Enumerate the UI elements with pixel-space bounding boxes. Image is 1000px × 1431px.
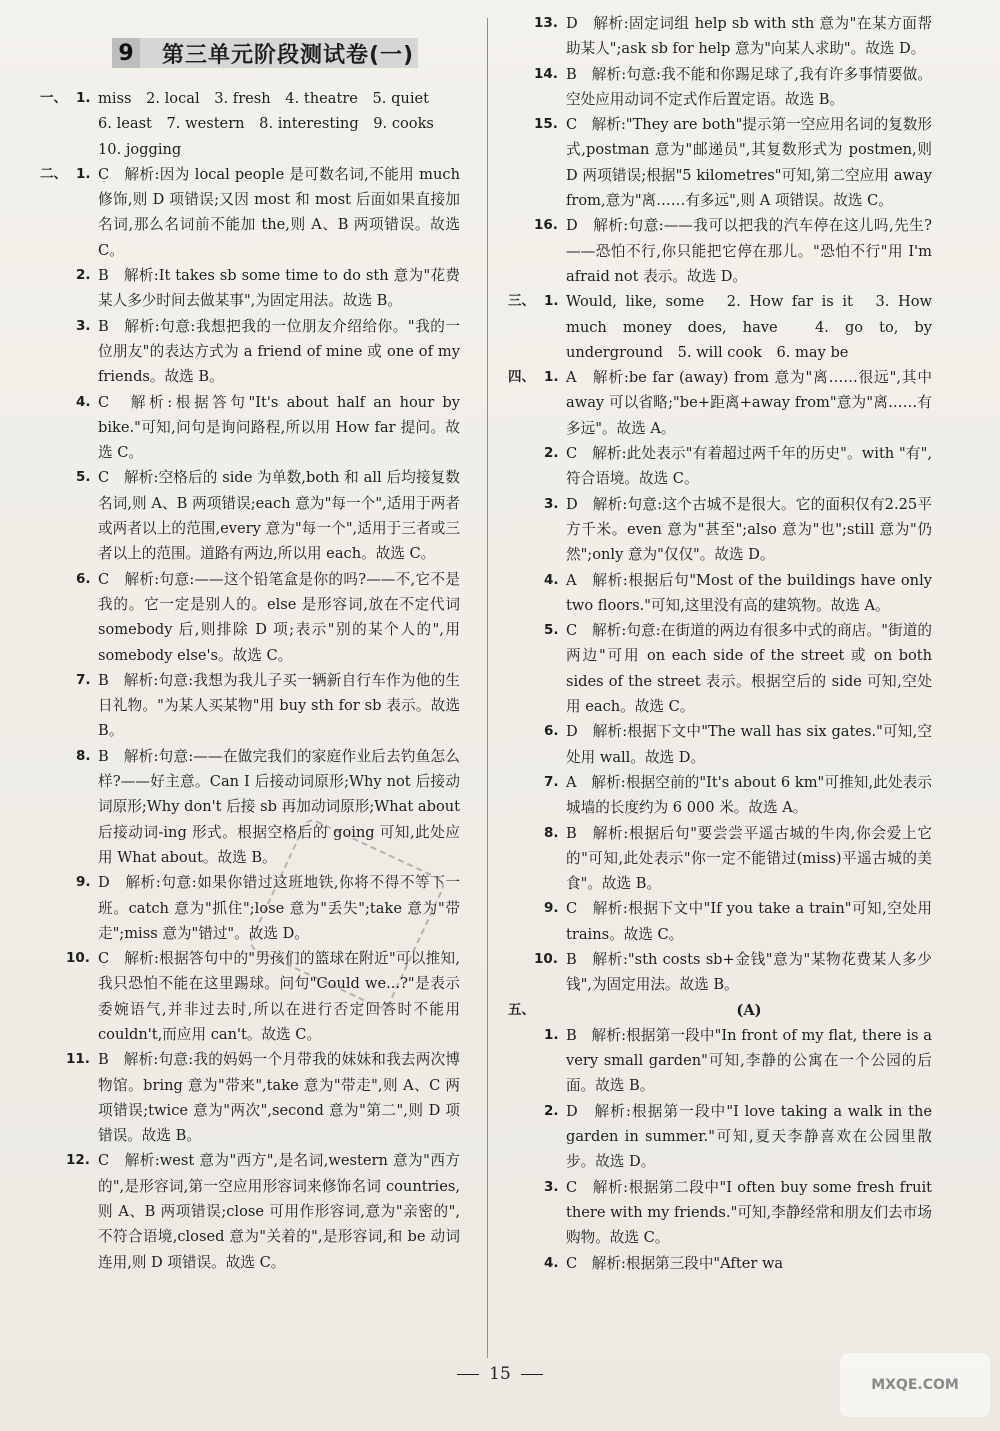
item-number: 14. [534,65,558,82]
item-text: A 解析:根据空前的"It's about 6 km"可推知,此处表示城墙的长度约为 6 000 米。故选 A。 [566,773,932,817]
item-number: 5. [76,469,91,486]
section-label: 一、 [40,90,67,106]
item-number: 1. [76,165,91,182]
item-number: 4. [544,1254,559,1271]
answer-line: 10. jogging [98,140,182,158]
answer-item [40,1148,460,1274]
answer-item [40,314,460,390]
answer-item [508,62,932,113]
item-number: 3. [544,1178,559,1195]
item-number: 10. [534,950,558,967]
passage-heading [508,998,932,1023]
item-number: 9. [544,900,559,917]
section-label: 二、 [40,165,67,182]
item-text: B 解析:"sth costs sb+金钱"意为"某物花费某人多少钱",为固定用法。故选 B。 [566,950,932,994]
section-label: 三、 [508,293,535,310]
item-text: D 解析:句意:这个古城不是很大。它的面积仅有2.25平方千米。even 意为"甚至";also 意为"也";still 意为"仍然";only 意为"仅仅"。故选 D。 [566,495,932,564]
item-number: 11. [66,1051,90,1068]
answer-item [508,947,932,998]
item-number: 1. [544,369,559,386]
answer-item [508,441,932,492]
answer-item [508,1251,932,1276]
answer-item [508,568,932,619]
item-number: 1. [76,90,91,106]
answer-item [508,1099,932,1175]
answer-item [508,492,932,568]
answer-item [508,1023,932,1099]
answer-item [40,668,460,744]
passage-label: (A) [736,1001,762,1019]
item-number: 1. [544,293,559,310]
item-text: D 解析:根据第一段中"I love taking a walk in the garden in summer."可知,夏天李静喜欢在公园里散步。故选 D。 [566,1102,932,1171]
answer-item [508,618,932,719]
item-text: B 解析:句意:我想为我儿子买一辆新自行车作为他的生日礼物。"为某人买某物"用 buy sth for sb 表示。故选 B。 [98,671,460,740]
item-text: D 解析:根据下文中"The wall has six gates."可知,空处用 wall。故选 D。 [566,723,932,766]
right-column [508,11,932,1276]
item-text: C 解析:根据答句"It's about half an hour by bike."可知,问句是询问路程,所以用 How far 提问。故选 C。 [98,393,460,462]
answer-item [508,213,932,289]
item-number: 12. [66,1152,90,1169]
section-label: 五、 [508,1001,535,1018]
section-label: 四、 [508,369,535,386]
header-number: 9 [112,38,140,68]
item-text: C 解析:此处表示"有着超过两千年的历史"。with "有",符合语境。故选 C。 [566,445,932,488]
item-text: C 解析:根据第三段中"After wa [566,1254,784,1272]
item-text: B 解析:句意:我不能和你踢足球了,我有许多事情要做。空处应用动词不定式作后置定语。故选 B。 [566,65,932,108]
item-text: B 解析:根据后句"要尝尝平遥古城的牛肉,你会爱上它的"可知,此处表示"你一定不能错过(miss)平遥古城的美食"。故选 B。 [566,824,932,893]
answer-item [508,896,932,947]
answer-item [40,263,460,314]
item-text: Would, like, some 2. How far is it 3. How much money does, have 4. go to, by underground 5. will cook 6. may be [566,293,932,361]
item-text: B 解析:It takes sb some time to do sth 意为"花费某人多少时间去做某事",为固定用法。故选 B。 [98,267,460,310]
item-number: 7. [76,671,91,688]
item-text: C 解析:因为 local people 是可数名词,不能用 much 修饰,则 D 项错误;又因 most 和 most 后面如果直接加名词,那么名词前不能加 the,则 A、B 两项错误。故选 C。 [98,165,460,259]
item-number: 10. [66,950,90,967]
item-text: B 解析:句意:我想把我的一位朋友介绍给你。"我的一位朋友"的表达方式为 a friend of mine 或 one of my friends。故选 B。 [98,317,460,386]
footer-dash [457,1374,479,1375]
item-number: 8. [544,824,559,841]
item-number: 3. [544,495,559,512]
item-number: 2. [544,445,559,462]
item-text: C 解析:根据下文中"If you take a train"可知,空处用 trains。故选 C。 [566,900,932,943]
item-number: 6. [544,723,559,740]
item-text: C 解析:空格后的 side 为单数,both 和 all 后均接复数名词,则 A、B 两项错误;each 意为"每一个",适用于两者或两者以上的范围,every 意为"每一个",适用于三者或三者以上的范围。道路有两边,所以用 each。故选 C。 [98,469,460,563]
item-number: 7. [544,773,559,790]
item-text: D 解析:句意:如果你错过这班地铁,你将不得不等下一班。catch 意为"抓住";lose 意为"丢失";take 意为"带走";miss 意为"错过"。故选 D。 [98,874,460,942]
item-text: C 解析:根据答句中的"男孩们的篮球在附近"可以推知,我只恐怕不能在这里踢球。问句"Could we...?"是表示委婉语气,并非过去时,所以在进行否定回答时不能用 couldn't,而应用 can't。故选 C。 [98,950,460,1043]
answer-item [508,770,932,821]
answer-item [508,289,932,365]
answer-item [508,1175,932,1251]
item-text: B 解析:根据第一段中"In front of my flat, there is a very small garden"可知,李静的公寓在一个公园的后面。故选 B。 [566,1026,932,1095]
page-number: 15 [489,1364,511,1384]
watermark-text: MXQE.COM [871,1377,959,1393]
item-number: 2. [544,1102,559,1119]
answer-item [40,86,460,111]
header-title: 第三单元阶段测试卷(一) [140,38,418,68]
item-text: A 解析:根据后句"Most of the buildings have only two floors."可知,这里没有高的建筑物。故选 A。 [566,571,932,614]
answer-item [508,11,932,62]
footer-dash [521,1374,543,1375]
item-number: 4. [544,571,559,588]
answer-item [40,567,460,668]
item-text: A 解析:be far (away) from 意为"离……很远",其中 away 可以省略;"be+距离+away from"意为"离……有多远"。故选 A。 [566,369,932,437]
unit-header [112,36,418,70]
item-text: C 解析:"They are both"提示第一空应用名词的复数形式,postman 意为"邮递员",其复数形式为 postmen,则 D 两项错误;根据"5 kilometres"可知,第二空应用 away from,意为"离……有多远",则 A 项错误。故选 C。 [566,116,933,210]
left-column [40,86,460,1275]
item-text: D 解析:句意:——我可以把我的汽车停在这儿吗,先生?——恐怕不行,你只能把它停在那儿。"恐怕不行"用 I'm afraid not 表示。故选 D。 [566,217,932,285]
column-divider [487,18,488,1358]
item-text: miss 2. local 3. fresh 4. theatre 5. quiet [98,90,429,107]
item-text: D 解析:固定词组 help sb with sth 意为"在某方面帮助某人";ask sb for help 意为"向某人求助"。故选 D。 [566,15,932,58]
item-number: 6. [76,570,91,587]
answer-line: 6. least 7. western 8. interesting 9. cooks [98,115,434,133]
item-number: 1. [544,1026,559,1043]
item-number: 2. [76,267,91,284]
answer-item [508,821,932,897]
item-number: 15. [534,116,558,133]
item-text: B 解析:句意:——在做完我们的家庭作业后去钓鱼怎么样?——好主意。Can I 后接动词原形;Why not 后接动词原形;Why don't 后接 sb 再加动词原形;What about 后接动词-ing 形式。根据空格后的 going 可知,此处应用 What about。故选 B。 [98,747,460,866]
item-text: B 解析:句意:我的妈妈一个月带我的妹妹和我去两次博物馆。bring 意为"带来",take 意为"带走",则 A、C 两项错误;twice 意为"两次",second 意为"第二",则 D 项错误。故选 B。 [98,1051,460,1145]
item-number: 4. [76,393,91,410]
item-text: C 解析:句意:——这个铅笔盒是你的吗?——不,它不是我的。它一定是别人的。else 是形容词,放在不定代词 somebody 后,则排除 D 项;表示"别的某个人的",用 somebody else's。故选 C。 [98,570,460,664]
item-text: C 解析:west 意为"西方",是名词,western 意为"西方的",是形容词,第一空应用形容词来修饰名词 countries,则 A、B 两项错误;close 可用作形容词,意为"亲密的",不符合语境,closed 意为"关着的",是形容词,和 be 动词连用,则 D 项错误。故选 C。 [98,1152,460,1271]
watermark-logo [840,1353,990,1417]
answer-item [508,365,932,441]
item-number: 9. [76,874,91,891]
answer-item [40,744,460,870]
answer-item [40,162,460,263]
item-number: 5. [544,622,559,639]
answer-item [40,465,460,566]
answer-item [40,1047,460,1148]
answer-item [40,390,460,466]
item-text: C 解析:根据第二段中"I often buy some fresh fruit there with my friends."可知,李静经常和朋友们去市场购物。故选 C。 [566,1178,932,1247]
item-number: 13. [534,15,558,31]
answer-item [508,719,932,770]
item-text: C 解析:句意:在街道的两边有很多中式的商店。"街道的两边"可用 on each side of the street 或 on both sides of the street 表示。根据空后的 side 可知,空处用 each。故选 C。 [566,622,932,716]
answer-item [508,112,932,213]
item-number: 16. [534,217,558,234]
item-number: 8. [76,747,91,764]
item-number: 3. [76,317,91,334]
